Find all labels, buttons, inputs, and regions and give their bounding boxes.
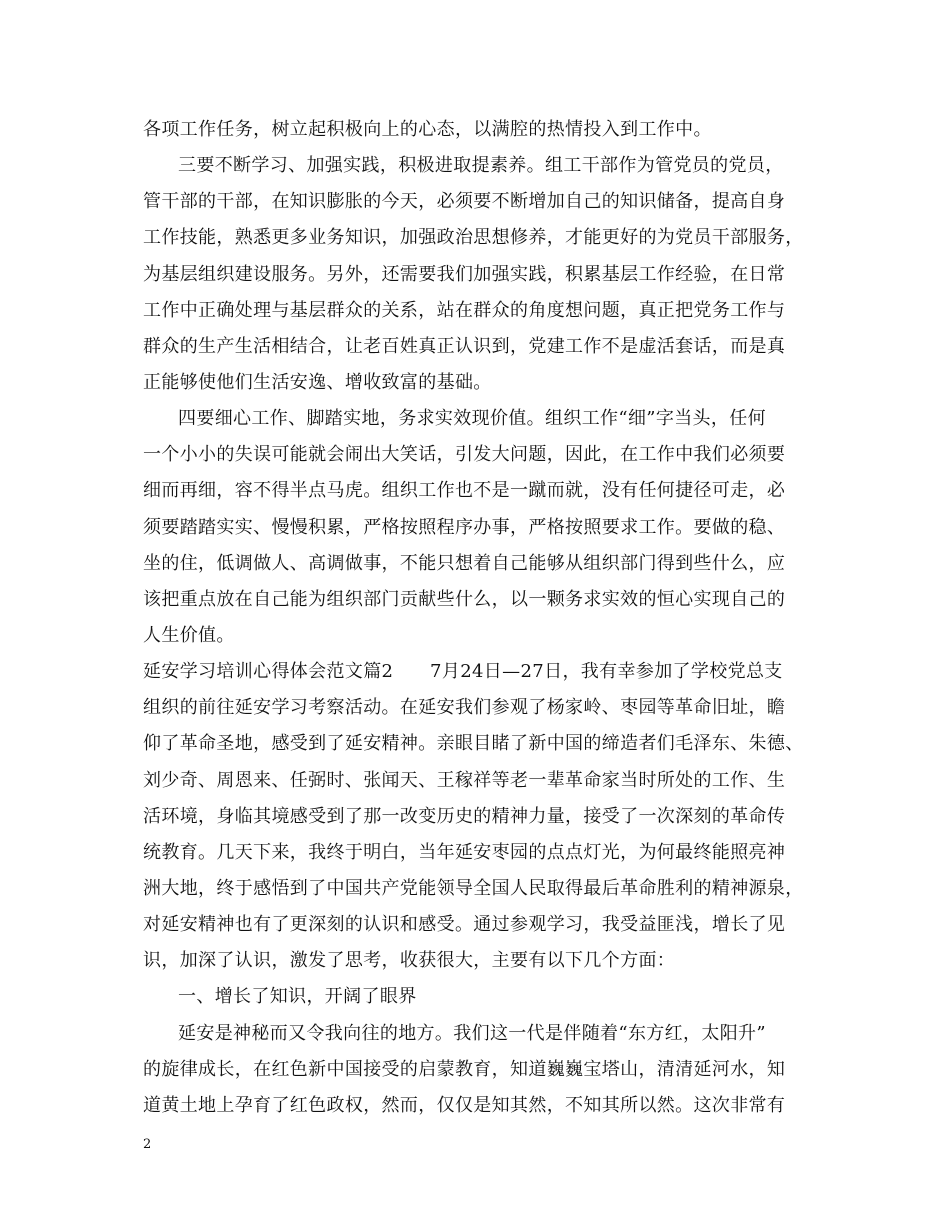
text-line: 延安是神秘而又令我向往的地方。我们这一代是伴随着“东方红，太阳升” (178, 1022, 766, 1044)
section-heading: 一、增长了知识，开阔了眼界 (178, 986, 417, 1008)
text-line: 洲大地，终于感悟到了中国共产党能领导全国人民取得最后革命胜利的精神源泉， (143, 877, 804, 899)
text-line: 对延安精神也有了更深刻的认识和感受。通过参观学习，我受益匪浅，增长了见 (143, 914, 786, 936)
page-number: 2 (143, 1137, 152, 1152)
text-line: 各项工作任务，树立起积极向上的心态，以满腔的热情投入到工作中。 (143, 119, 712, 140)
text-line: 须要踏踏实实、慢慢积累，严格按照程序办事，严格按照要求工作。要做的稳、 (143, 516, 786, 538)
text-line: 道黄土地上孕育了红色政权，然而，仅仅是知其然，不知其所以然。这次非常有 (143, 1094, 786, 1116)
text-line: 活环境，身临其境感受到了那一改变历史的精神力量，接受了一次深刻的革命传 (143, 805, 786, 827)
text-line: 组织的前往延安学习考察活动。在延安我们参观了杨家岭、枣园等革命旧址，瞻 (143, 697, 786, 719)
text-line: 工作中正确处理与基层群众的关系，站在群众的角度想问题，真正把党务工作与 (143, 299, 786, 321)
text-line: 工作技能，熟悉更多业务知识，加强政治思想修养，才能更好的为党员干部服务， (143, 227, 804, 249)
text-line: 管干部的干部，在知识膨胀的今天，必须要不断增加自己的知识储备，提高自身 (143, 191, 786, 213)
text-line: 细而再细，容不得半点马虎。组织工作也不是一蹴而就，没有任何捷径可走，必 (143, 480, 786, 502)
text-line: 的旋律成长，在红色新中国接受的启蒙教育，知道巍巍宝塔山，清清延河水，知 (143, 1058, 786, 1080)
text-line: 识，加深了认识，激发了思考，收获很大，主要有以下几个方面： (143, 950, 676, 972)
text-line: 人生价值。 (143, 624, 235, 646)
text-line: 群众的生产生活相结合，让老百姓真正认识到，党建工作不是虚活套话，而是真 (143, 335, 786, 357)
text-line: 该把重点放在自己能为组织部门贡献些什么，以一颗务求实效的恒心实现自己的 (143, 588, 786, 610)
text-line: 四要细心工作、脚踏实地，务求实效现价值。组织工作“细”字当头，任何 (178, 408, 766, 430)
body-text (143, 112, 823, 1124)
text-line: 延安学习培训心得体会范文篇2 7月24日—27日，我有幸参加了学校党总支 (143, 661, 783, 683)
text-line: 一个小小的失误可能就会闹出大笑话，引发大问题，因此，在工作中我们必须要 (143, 444, 786, 466)
text-line: 刘少奇、周恩来、任弼时、张闻天、王稼祥等老一辈革命家当时所处的工作、生 (143, 769, 786, 791)
text-line: 仰了革命圣地，感受到了延安精神。亲眼目睹了新中国的缔造者们毛泽东、朱德、 (143, 733, 804, 755)
text-line: 三要不断学习、加强实践，积极进取提素养。组工干部作为管党员的党员， (178, 155, 784, 177)
text-line: 正能够使他们生活安逸、增收致富的基础。 (143, 371, 492, 393)
text-line: 统教育。几天下来，我终于明白，当年延安枣园的点点灯光，为何最终能照亮神 (143, 841, 786, 863)
text-line: 为基层组织建设服务。另外，还需要我们加强实践，积累基层工作经验，在日常 (143, 263, 786, 285)
text-line: 坐的住，低调做人、高调做事，不能只想着自己能够从组织部门得到些什么，应 (143, 552, 786, 574)
